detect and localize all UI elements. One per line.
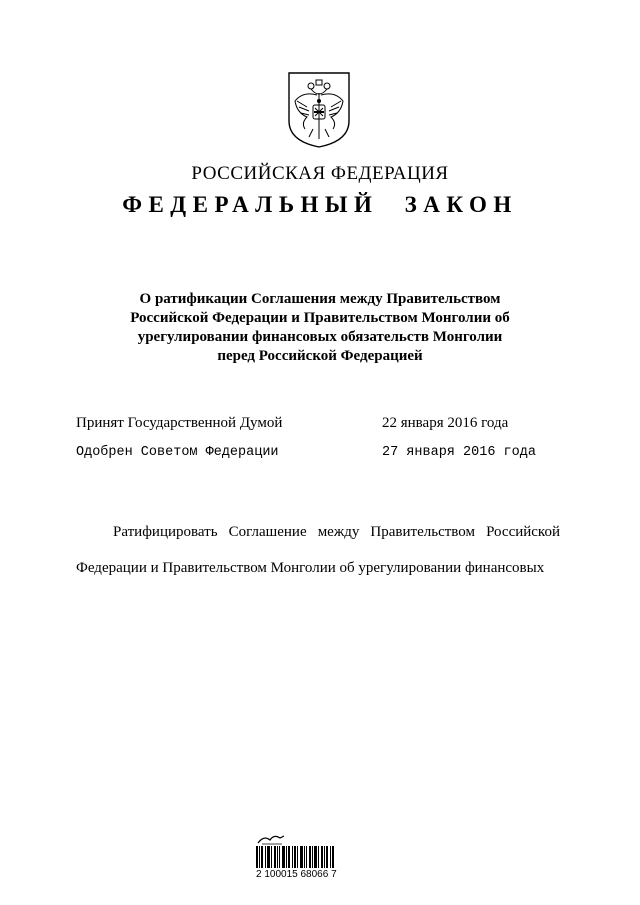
law-title-line: Российской Федерации и Правительством Монголии об: [130, 310, 510, 326]
document-type-heading: ФЕДЕРАЛЬНЫЙ ЗАКОН: [122, 192, 518, 217]
country-heading: РОССИЙСКАЯ ФЕДЕРАЦИЯ: [191, 163, 449, 184]
barcode-number: 2 100015 68066 7: [256, 869, 337, 880]
scan-mark-icon: [256, 832, 286, 846]
law-title: [100, 290, 540, 366]
adoption-label: Одобрен Советом Федерации: [76, 445, 279, 460]
law-title-line: урегулировании финансовых обязательств Монголии: [137, 329, 503, 345]
adoption-date: 22 января 2016 года: [382, 415, 509, 431]
coat-of-arms-icon: [287, 71, 351, 149]
adoption-date: 27 января 2016 года: [382, 445, 536, 460]
body-paragraph: Ратифицировать Соглашение между Правительством Российской Федерации и Правительством Монголии об урегулировании финансовых: [76, 524, 560, 576]
law-title-line: О ратификации Соглашения между Правительством: [139, 291, 501, 307]
adoption-label: Принят Государственной Думой: [76, 415, 283, 431]
barcode-icon: [256, 846, 334, 868]
law-title-line: перед Российской Федерацией: [217, 348, 423, 364]
